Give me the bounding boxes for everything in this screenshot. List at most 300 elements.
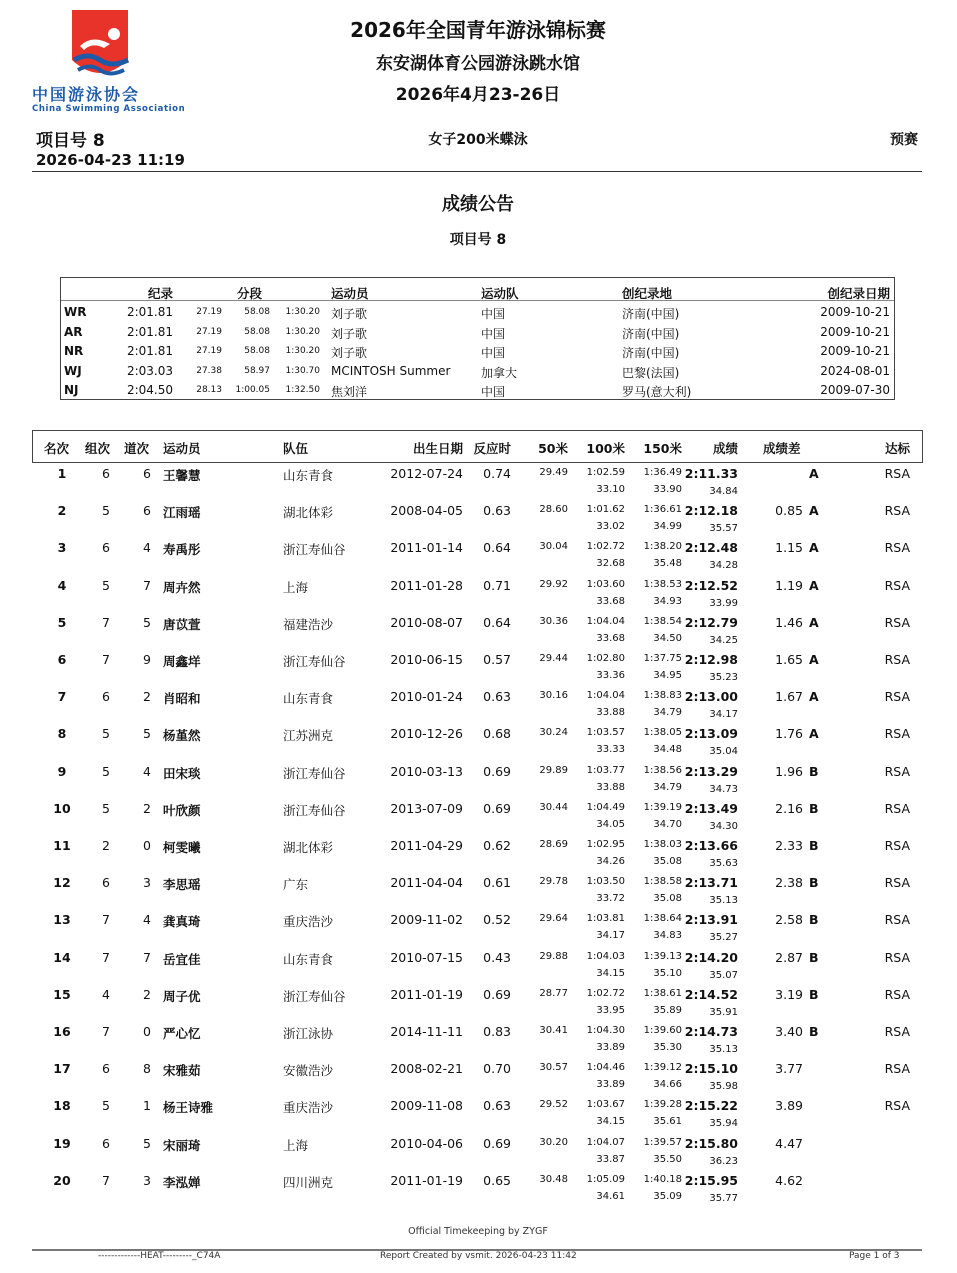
lane: 1 [143,1098,151,1114]
qualification-grade: B [809,1024,819,1039]
birth-date: 2011-01-28 [390,577,463,593]
athlete-name: 李泓婵 [163,1174,201,1190]
qualification-grade: A [809,726,819,742]
split-50m: 30.44 [539,801,568,813]
split-50m: 28.69 [539,839,568,850]
qualification-grade: A [809,652,819,667]
swimming-association-logo-icon [30,8,172,86]
split-100m: 1:02.80 [586,653,625,664]
standard: RSA [884,466,910,481]
record-date: 2009-10-21 [820,305,890,319]
results-header-heat: 组次 [85,441,111,456]
heat: 4 [102,986,110,1002]
logo [30,8,186,118]
rank: 16 [53,1024,71,1039]
reaction-time: 0.74 [483,466,511,481]
final-time: 2:13.00 [684,689,738,705]
split-100m: 1:04.03 [586,950,625,962]
rank: 2 [57,503,67,519]
birth-date: 2010-12-26 [390,726,463,742]
results-header-m100: 100米 [586,441,625,456]
split-50m: 28.60 [539,504,568,516]
time-behind: 4.62 [775,1172,803,1188]
lap-100m: 33.87 [596,1153,625,1165]
team: 四川洲克 [283,1174,334,1190]
split-50m: 29.92 [539,578,568,590]
final-time: 2:12.48 [684,540,738,556]
record-place: 济南(中国) [622,346,680,360]
final-time: 2:13.91 [684,912,738,928]
time-behind: 1.67 [775,689,803,705]
report-created: Report Created by vsmit. 2026-04-23 11:42 [380,1251,577,1261]
rank: 15 [53,986,71,1002]
heat: 6 [102,540,110,556]
rank: 11 [53,838,71,853]
event-name: 女子200米蝶泳 [428,132,528,148]
record-split-100: 58.08 [244,326,270,337]
standard: RSA [884,1098,910,1114]
athlete-name: 柯雯曦 [163,840,201,855]
lap-100m: 33.95 [596,1004,625,1016]
heat: 7 [102,1172,110,1188]
heat: 6 [102,875,110,891]
split-100m: 1:04.04 [586,615,625,627]
split-50m: 30.41 [539,1025,568,1036]
timekeeping: Official Timekeeping by ZYGF [408,1226,548,1237]
lap-100m: 33.68 [596,632,625,644]
time-behind: 3.19 [775,986,803,1002]
lap-100m: 34.61 [596,1190,625,1202]
lap-200m: 35.07 [709,969,738,981]
qualification-grade: B [809,912,819,928]
reaction-time: 0.65 [483,1172,511,1188]
split-50m: 30.04 [539,541,568,553]
birth-date: 2012-07-24 [390,466,463,481]
time-behind: 3.77 [775,1061,803,1077]
lap-200m: 35.98 [709,1081,738,1093]
final-time: 2:12.79 [684,614,738,630]
split-150m: 1:37.75 [643,653,682,664]
athlete-name: 王馨慧 [163,468,201,483]
lap-150m: 35.48 [653,558,682,570]
lap-200m: 35.63 [709,858,738,869]
final-time: 2:12.98 [684,652,738,667]
record-date: 2009-07-30 [820,383,890,397]
qualification-grade: B [809,800,819,816]
rank: 5 [57,614,67,630]
time-behind: 2.87 [775,949,803,965]
reaction-time: 0.64 [483,540,511,556]
standard: RSA [884,1061,910,1077]
athlete-name: 周鑫垟 [163,654,201,669]
athlete-name: 杨堇然 [163,728,201,744]
time-behind: 2.16 [775,800,803,816]
standard: RSA [884,838,910,853]
record-split-50: 27.19 [196,307,222,317]
athlete-name: 岳宜佳 [163,951,201,967]
results-header-m50: 50米 [538,441,568,456]
lap-200m: 36.23 [709,1155,738,1167]
final-time: 2:12.18 [684,503,738,519]
birth-date: 2009-11-02 [390,912,463,928]
split-100m: 1:02.95 [586,839,625,850]
record-athlete: 刘子歌 [331,346,368,360]
time-behind: 1.46 [775,614,803,630]
reaction-time: 0.61 [483,875,511,891]
record-split-100: 58.97 [244,365,270,376]
split-150m: 1:39.12 [643,1062,682,1074]
lane: 7 [143,949,151,965]
lane: 0 [143,1024,151,1039]
records-header-splits: 分段 [237,286,263,301]
record-place: 罗马(意大利) [622,385,692,399]
birth-date: 2010-04-06 [390,1135,463,1151]
lane: 2 [143,986,151,1002]
lap-100m: 34.15 [596,967,625,979]
standard: RSA [884,540,910,556]
report-code: -------------HEAT---------_C74A [98,1251,221,1261]
split-100m: 1:03.77 [586,764,625,776]
record-split-50: 28.13 [196,385,222,395]
birth-date: 2010-01-24 [390,689,463,705]
records-header-place: 创纪录地 [622,286,673,301]
record-team: 中国 [481,326,506,341]
reaction-time: 0.68 [483,726,511,742]
time-behind: 2.58 [775,912,803,928]
heat: 7 [102,652,110,667]
standard: RSA [884,986,910,1002]
split-150m: 1:38.03 [643,839,682,850]
lap-100m: 33.33 [596,744,625,756]
split-150m: 1:39.28 [643,1099,682,1111]
results-header-dob: 出生日期 [412,441,463,456]
lap-100m: 34.17 [596,930,625,942]
reaction-time: 0.62 [483,838,511,853]
lap-200m: 35.91 [709,1006,738,1018]
split-150m: 1:39.60 [643,1025,682,1036]
lap-200m: 35.94 [709,1118,738,1130]
birth-date: 2010-03-13 [390,763,463,779]
time-behind: 1.19 [775,577,803,593]
birth-date: 2013-07-09 [390,800,463,816]
lap-200m: 35.13 [709,895,738,907]
qualification-grade: B [809,875,819,891]
split-50m: 29.78 [539,876,568,888]
record-split-100: 58.08 [244,307,270,317]
birth-date: 2010-08-07 [390,614,463,630]
split-50m: 30.57 [539,1062,568,1074]
reaction-time: 0.52 [483,912,511,928]
team: 浙江寿仙谷 [283,542,346,558]
split-150m: 1:38.64 [643,913,682,925]
lap-150m: 34.83 [653,930,682,942]
split-150m: 1:38.56 [643,764,682,776]
birth-date: 2010-07-15 [390,949,463,965]
final-time: 2:14.52 [684,986,738,1002]
results-header-lane: 道次 [124,441,150,456]
records-header-record: 纪录 [148,286,174,301]
lap-200m: 35.23 [709,672,738,683]
lap-150m: 34.70 [653,818,682,830]
athlete-name: 肖昭和 [163,691,201,707]
lap-200m: 34.28 [709,560,738,572]
record-athlete: MCINTOSH Summer [331,363,451,378]
rank: 4 [57,577,67,593]
record-type: NJ [64,383,79,397]
record-split-50: 27.19 [196,346,222,356]
timestamp: 2026-04-23 11:19 [36,151,185,169]
lap-150m: 34.50 [653,632,682,644]
records-header-date: 创纪录日期 [827,286,890,301]
final-time: 2:12.52 [684,577,738,593]
records-header-team: 运动队 [481,286,519,301]
split-150m: 1:38.83 [643,690,682,702]
team: 上海 [283,1137,309,1153]
qualification-grade: A [809,689,819,705]
heat: 6 [102,689,110,705]
split-50m: 30.48 [539,1173,568,1185]
rank: 14 [53,949,71,965]
heat: 7 [102,949,110,965]
reaction-time: 0.83 [483,1024,511,1039]
final-time: 2:15.22 [684,1098,738,1114]
heat: 7 [102,614,110,630]
rank: 9 [57,763,67,779]
split-150m: 1:39.19 [643,801,682,813]
lane: 2 [143,689,151,705]
record-split-50: 27.38 [196,365,222,376]
rank: 17 [53,1061,71,1077]
standard: RSA [884,875,910,891]
record-team: 中国 [481,346,506,360]
event-number: 项目号 8 [36,131,105,151]
time-behind: 1.96 [775,763,803,779]
split-100m: 1:03.60 [586,578,625,590]
lane: 5 [143,614,151,630]
record-place: 济南(中国) [622,307,680,321]
lap-100m: 34.05 [596,818,625,830]
standard: RSA [884,949,910,965]
final-time: 2:15.80 [684,1135,738,1151]
rank: 19 [53,1135,71,1151]
lap-200m: 35.27 [709,932,738,944]
final-time: 2:13.71 [684,875,738,891]
lane: 8 [143,1061,151,1077]
rank: 1 [57,466,67,481]
reaction-time: 0.70 [483,1061,511,1077]
rank: 20 [53,1172,71,1188]
qualification-grade: A [809,540,819,556]
lap-200m: 35.13 [709,1044,738,1055]
lane: 0 [143,838,151,853]
lane: 7 [143,577,151,593]
reaction-time: 0.69 [483,1135,511,1151]
split-150m: 1:36.49 [643,467,682,478]
lap-100m: 34.26 [596,856,625,867]
split-50m: 30.20 [539,1136,568,1148]
record-date: 2024-08-01 [820,363,890,378]
athlete-name: 杨王诗雅 [163,1100,214,1116]
record-time: 2:01.81 [126,324,173,339]
split-50m: 28.77 [539,987,568,999]
record-athlete: 刘子歌 [331,307,368,321]
record-split-100: 58.08 [244,346,270,356]
lap-200m: 35.04 [709,746,738,758]
lap-100m: 33.89 [596,1079,625,1091]
round: 预赛 [890,132,918,148]
athlete-name: 宋丽琦 [163,1137,201,1153]
rank: 12 [53,875,71,891]
split-100m: 1:02.72 [586,541,625,553]
section-subtitle: 项目号 8 [449,232,507,248]
venue: 东安湖体育公园游泳跳水馆 [376,54,580,74]
record-time: 2:03.03 [126,363,173,378]
lap-100m: 32.68 [596,558,625,570]
section-title: 成绩公告 [442,194,514,215]
split-50m: 29.49 [539,467,568,478]
lane: 6 [143,503,151,519]
birth-date: 2011-04-29 [390,838,463,853]
split-150m: 1:38.61 [643,987,682,999]
record-type: WR [64,305,87,319]
final-time: 2:11.33 [684,466,738,481]
lap-200m: 35.77 [709,1192,738,1204]
rank: 3 [57,540,67,556]
heat: 5 [102,726,110,742]
final-time: 2:14.20 [684,949,738,965]
lap-100m: 33.68 [596,595,625,607]
athlete-name: 江雨瑶 [163,505,201,521]
lap-200m: 34.25 [709,634,738,646]
results-header-rank: 名次 [44,441,70,456]
record-time: 2:04.50 [126,383,173,397]
results-header-result: 成绩 [712,441,738,456]
team: 山东青食 [283,691,334,707]
lane: 9 [143,652,151,667]
team: 山东青食 [283,468,334,483]
athlete-name: 叶欣颜 [163,802,201,818]
rank: 6 [57,652,67,667]
heat: 7 [102,912,110,928]
lap-200m: 34.84 [709,486,738,497]
qualification-grade: B [809,763,819,779]
heat: 5 [102,577,110,593]
lap-150m: 35.08 [653,856,682,867]
lane: 4 [143,763,151,779]
record-split-150: 1:30.20 [285,307,320,317]
lane: 5 [143,1135,151,1151]
results-header-m150: 150米 [643,441,682,456]
lap-150m: 35.89 [653,1004,682,1016]
team: 广东 [283,877,309,893]
athlete-name: 李思瑶 [163,877,201,893]
record-team: 加拿大 [481,365,518,380]
record-split-100: 1:00.05 [235,385,270,395]
split-50m: 29.64 [539,913,568,925]
lap-150m: 35.08 [653,893,682,905]
birth-date: 2010-06-15 [390,652,463,667]
final-time: 2:13.49 [684,800,738,816]
lap-150m: 34.79 [653,781,682,793]
reaction-time: 0.63 [483,1098,511,1114]
lap-100m: 33.89 [596,1042,625,1053]
team: 上海 [283,579,309,595]
lane: 2 [143,800,151,816]
lap-150m: 35.30 [653,1042,682,1053]
record-date: 2009-10-21 [820,324,890,339]
record-type: AR [64,324,83,339]
final-time: 2:15.95 [684,1172,738,1188]
reaction-time: 0.63 [483,503,511,519]
split-100m: 1:05.09 [586,1173,625,1185]
lap-100m: 33.88 [596,707,625,719]
heat: 6 [102,466,110,481]
divider [32,171,922,172]
athlete-name: 周卉然 [163,579,201,595]
final-time: 2:15.10 [684,1061,738,1077]
time-behind: 0.85 [775,503,803,519]
athlete-name: 周子优 [163,988,201,1004]
final-time: 2:13.09 [684,726,738,742]
record-time: 2:01.81 [126,344,173,358]
athlete-name: 田宋琰 [163,765,201,781]
reaction-time: 0.57 [483,652,511,667]
results-header-rt: 反应时 [473,441,511,456]
lane: 4 [143,540,151,556]
birth-date: 2011-04-04 [390,875,463,891]
page-number: Page 1 of 3 [849,1251,900,1261]
record-date: 2009-10-21 [820,344,890,358]
record-team: 中国 [481,385,506,399]
birth-date: 2014-11-11 [390,1024,463,1039]
qualification-grade: B [809,949,819,965]
record-type: NR [64,344,84,358]
records-header-divider [61,300,894,301]
split-150m: 1:38.20 [643,541,682,553]
final-time: 2:13.29 [684,763,738,779]
lap-150m: 34.95 [653,670,682,681]
split-50m: 29.44 [539,653,568,664]
split-100m: 1:02.59 [586,467,625,478]
split-150m: 1:36.61 [643,504,682,516]
team: 浙江泳协 [283,1026,334,1041]
competition-title: 2026年全国青年游泳锦标赛 [350,18,606,42]
lane: 5 [143,726,151,742]
lane: 4 [143,912,151,928]
split-50m: 29.89 [539,764,568,776]
athlete-name: 唐苡萱 [163,616,201,632]
record-athlete: 刘子歌 [331,326,368,341]
team: 浙江寿仙谷 [283,654,346,669]
lap-200m: 34.30 [709,820,738,832]
standard: RSA [884,577,910,593]
record-split-150: 1:30.20 [285,326,320,337]
team: 重庆浩沙 [283,1100,334,1116]
split-100m: 1:03.50 [586,876,625,888]
heat: 2 [102,838,110,853]
lane: 3 [143,875,151,891]
lap-150m: 35.09 [653,1190,682,1202]
lap-150m: 33.90 [653,484,682,495]
split-50m: 29.52 [539,1099,568,1111]
record-type: WJ [64,363,82,378]
record-team: 中国 [481,307,506,321]
standard: RSA [884,726,910,742]
record-split-150: 1:32.50 [285,385,320,395]
split-150m: 1:38.58 [643,876,682,888]
results-header-athlete: 运动员 [163,441,201,456]
time-behind: 1.15 [775,540,803,556]
